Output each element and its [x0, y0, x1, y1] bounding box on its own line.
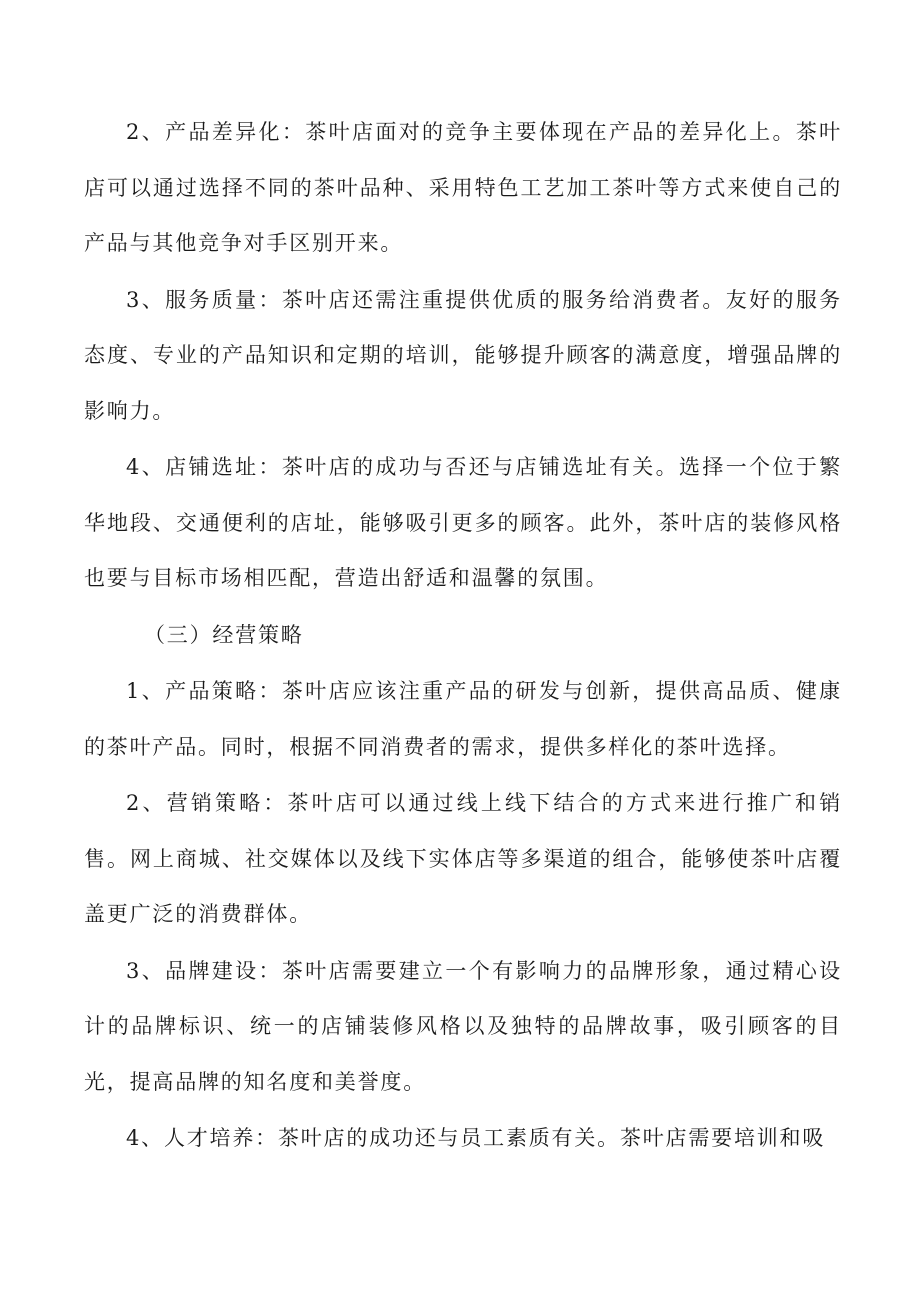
paragraph-service-quality: 3、服务质量：茶叶店还需注重提供优质的服务给消费者。友好的服务态度、专业的产品知识和定期的培训，能够提升顾客的满意度，增强品牌的影响力。 [84, 287, 842, 423]
paragraph-product-differentiation: 2、产品差异化：茶叶店面对的竞争主要体现在产品的差异化上。茶叶店可以通过选择不同的茶叶品种、采用特色工艺加工茶叶等方式来使自己的产品与其他竞争对手区别开来。 [84, 120, 842, 255]
paragraph-talent-training: 4、人才培养：茶叶店的成功还与员工素质有关。茶叶店需要培训和吸 [126, 1126, 826, 1150]
section-heading-business-strategy: （三）经营策略 [144, 622, 304, 647]
document-body [84, 105, 842, 1168]
paragraph-store-location: 4、店铺选址：茶叶店的成功与否还与店铺选址有关。选择一个位于繁华地段、交通便利的店址，能够吸引更多的顾客。此外，茶叶店的装修风格也要与目标市场相匹配，营造出舒适和温馨的氛围。 [84, 455, 842, 590]
paragraph-product-strategy: 1、产品策略：茶叶店应该注重产品的研发与创新，提供高品质、健康的茶叶产品。同时，根据不同消费者的需求，提供多样化的茶叶选择。 [84, 679, 842, 759]
paragraph-marketing-strategy: 2、营销策略：茶叶店可以通过线上线下结合的方式来进行推广和销售。网上商城、社交媒体以及线下实体店等多渠道的组合，能够使茶叶店覆盖更广泛的消费群体。 [84, 791, 842, 926]
paragraph-brand-building: 3、品牌建设：茶叶店需要建立一个有影响力的品牌形象，通过精心设计的品牌标识、统一的店铺装修风格以及独特的品牌故事，吸引顾客的目光，提高品牌的知名度和美誉度。 [84, 958, 842, 1094]
